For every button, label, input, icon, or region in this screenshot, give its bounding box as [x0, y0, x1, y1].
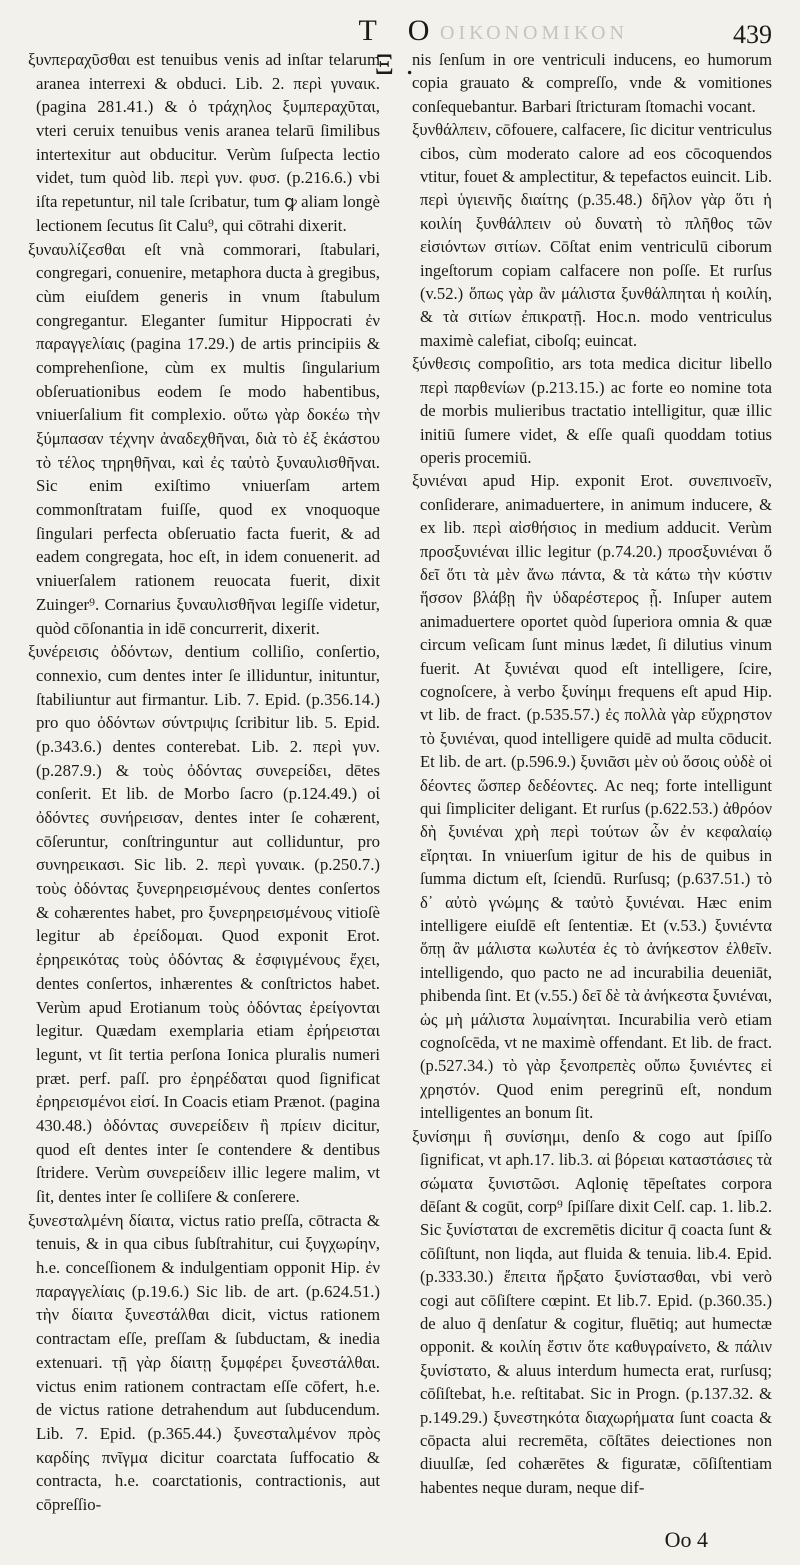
left-column — [28, 48, 380, 1517]
page-footer — [0, 1525, 800, 1565]
entry-xynestalmene-diaita: ξυνεσταλμένη δίαιτα, victus ratio preſſa, cōtracta & tenuis, & in qua cibus ſubſtrahitur, cui ξυγχωρίην, h.e. conceſſionem & indulgentiam opponit Hip. ἐν παραγγελίαις (p.19.6.) Sic lib. de art. (p.624.51.) τὴν δίαιτα ξυνεστάλθαι dicit, victus rationem contractam eſſe, preſſam & ſubductam, & inedia extenuari. τῇ γὰρ δίαιτῃ ξυμφέρει ξυνεστάλθαι. victus enim rationem contractam eſſe cōfert, h.e. de victus ratione detrahendum aut ſubducendum. Lib. 7. Epid. (p.365.44.) ξυνεσταλμένον πρὸς καρδίης πνῖγμα dicitur coarctata ſuffocatio & contracta, h.e. coarctationis, contractionis, aut cōpreſſio- — [28, 1210, 380, 1514]
entry-xynienai: ξυνιέναι apud Hip. exponit Erot. συνεπινοεῖν, conſiderare, animaduertere, in animum inducere, & ex lib. περὶ αἰσθήσιος in medium adducit. Verùm προσξυνιέναι illic legitur (p.74.20.) προσξυνιέναι ὅ δεῖ ὅτι τὰ μὲν ἄνω πάντα, & τὰ κάτω τὴν κύστιν ἥσσον βλάβῃ ἢν ὑδαρέστερος ᾖ. Inſuper autem animaduertere oportet quòd ſuperiora omnia & quæ circum veſicam ſunt minus lædet, ſi dilutius vinum fuerit. At ξυνιέναι quod eſt intelligere, ſcire, cognoſcere, à verbo ξυνίημι frequens eſt apud Hip. vt lib. de fract. (p.535.57.) ἐς πολλὰ γὰρ εὔχρηστον τὸ ξυνιέναι, quod intelligere quidē ad multa cōducit. Et lib. de art. (p.596.9.) ξυνιᾶσι μὲν οὐ ὅσοις οὐδὲ οἱ δέοντες ὥσπερ δεδέοντες. Ac neq; forte intelligunt qui ſimpliciter deligant. Et rurſus (p.622.53.) ἀθρόον δὴ ξυνιέναι χρὴ περὶ τούτων ὧν ἐν κεφαλαίῳ εἴρηται. In vniuerſum igitur de his de quibus in ſumma dictum eſt, ſciendū. Rurſusq; (p.637.51.) τὸ δ᾽ αὐτὸ γνώμης & ταὐτὸ ξυνιέναι. Hæc enim intelligere eiuſdē eſt ſententiæ. Et (v.53.) ξυνιέντα ὅπῃ ἂν μάλιστα κωλυτέα ἐς τὸ ἀνήκεστον ἐλθεῖν. intelligendo, quo pacto ne ad incurabilia deueniāt, phibenda ſint. Et (v.55.) δεῖ δὲ τὰ ἀνήκεστα ξυνιέναι, ὡς μὴ μάλιστα λυμαίνηται. Incurabilia verò etiam cognoſcēda, vt ne maximè offendant. Et lib. de fract. (p.527.34.) τὸ γὰρ ξενοπρεπὲς οὔπω ξυνιέντες εἰ χρηστόν. Quod enim peregrinū eſt, nondum intelligentes an bonum ſit. — [412, 471, 772, 1123]
entry-xynthalpein: ξυνθάλπειν, cōfouere, calfacere, ſic dicitur ventriculus cibos, cùm moderato calore ad eos cōcoquendos vtitur, fouet & amplectitur, & tepefactos euincit. Lib. περὶ ὑγιεινῆς διαίτης (p.35.48.) δῆλον γὰρ ὅτι ἡ κοιλίη ξυνθάλπειν οὐ δυνατὴ τὸ πλῆθος τῶν εἰσιόντων σιτίων. Cōſtat enim ventriculū ciborum ingeſtorum copiam calfacere non poſſe. Et rurſus (v.52.) ὅπως γὰρ ἂν μάλιστα ξυνθάλπηται ἡ κοιλίη, & τὰ σιτίων ἐπικρατῇ. Hoc.n. modo ventriculus maximè calefiat, ciboſq; euincat. — [412, 120, 772, 350]
entry-xynereisis: ξυνέρεισις ὀδόντων, dentium colliſio, conſertio, connexio, cum dentes inter ſe illiduntur, inituntur, ſtabiliuntur aut firmantur. Lib. 7. Epid. (p.356.14.) pro quo ὀδόντων σύντριψις ſcribitur lib. 5. Epid. (p.343.6.) dentes conterebat. Lib. 2. περὶ γυν. (p.287.9.) & τοὺς ὀδόντας συνερείδει, dētes conſerit. Et lib. de Morbo ſacro (p.124.49.) οἱ ὀδόντες συνήρεισαν, dentes inter ſe cohærent, cōſeruntur, conſtringuntur aut colliduntur, pro συνηρεικασι. Sic lib. 2. περὶ γυναικ. (p.250.7.) τοὺς ὀδόντας ξυνερηρεισμένους dentes conſertos & cohærentes habet, pro ξυνερηρεισμένους vitioſè legitur ab ἐρείδομαι. Quod exponit Erot. ἐρηρεικότας τοὺς ὀδόντας & ἐσφιγμένους ἔχει, dentes conſertos, inhærentes & conſtrictos habet. Verùm apud Erotianum τοὺς ὀδόντας ἐρείγονται legitur. Quædam exemplaria etiam ἐρήρεισται legunt, vt ſit tertia perſona Ionica pluralis numeri præt. perf. paſſ. pro ἐρηρέδαται quod ſignificat ἐρηρεισμένοι εἰσί. In Coacis etiam Prænot. (pagina 430.48.) ὀδόντας συνερείδειν ἢ πρίειν dicitur, quod eſt dentes inter ſe contendere & dentibus ſtridere. Verùm συνερείδειν illic legere malim, vt ſit, dentes inter ſe colliſere & conſerere. — [28, 642, 380, 1206]
signature-mark: Oo 4 — [664, 1527, 708, 1552]
entry-xynaulisthai: ξυναυλίζεσθαι eſt vnà commorari, ſtabulari, congregari, conuenire, metaphora ducta à gregibus, cùm eiuſdem generis in vnum ſtabulum congregantur. Eleganter ſumitur Hippocrati ἐν παραγγελίαις (pagina 17.29.) de artis principiis & comprehenſione, cùm ex multis ſingularium obſeruationibus eodem ſe modo habentibus, vniuerſalium fit complexio. οὕτω γὰρ δοκέω τὴν ξύμπασαν τέχνην ἀναδεχθῆναι, διὰ τὸ ἐξ ἑκάστου τὸ τέλος τηρηθῆναι, καὶ ἐς ταὐτὸ ξυναυλισθῆναι. Sic enim exiſtimo vniuerſam artem commonſtratam fuiſſe, quod ex vnoquoque ſingulari perfecta obſeruatio facta fuerit, & ad eadem congregata, hoc eſt, in idem conuenerit. ad vniuerſalem rationem reuocata fuerit, dixit Zuinger⁹. Cornarius ξυναυλισθῆναι legiſſe videtur, quòd cōſonantia in idē concurrerit, dixerit. — [28, 239, 380, 638]
entry-continuation: nis ſenſum in ore ventriculi inducens, eo humorum copia grauato & compreſſo, vnde & vomitiones conſequebantur. Barbari ſtricturam ſtomachi vocant. — [412, 50, 772, 116]
entry-xynisemi: ξυνίσημι ἢ συνίσημι, denſo & cogo aut ſpiſſo ſignificat, vt aph.17. lib.3. αἱ βόρειαι καταστάσιες τὰ σώματα ξυνιστῶσι. Aqlonię tēpeſtates corpora dēſant & cogūt, corp⁹ ſpiſſare dixit Celſ. cap. 1. lib.2. Sic ξυνίσταται de excremētis dicitur q̄ coacta ſunt & cōſiſtunt, non liqda, aut fluida & tenuia. lib.4. Epid. (p.333.30.) ἔπειτα ἤρξατο ξυνίστασθαι, vbi verò cogi aut cōſiſtere cœpint. Et lib.7. Epid. (p.360.35.) de aluo q̄ denſatur & cogitur, fluētiq; aut humectæ opponit. & κοιλίη ἔστιν ὅτε καθυγραίνετο, & πάλιν ξυνίστατο, & aluus interdum humecta erat, rurſusq; cōſiſtebat, h.e. reſtitabat. Sic in Progn. (p.137.32. & p.149.29.) ξυνεστηκότα διαχωρήματα ſunt coacta & cōpacta alui recremēta, cōſtātes deiectiones non diuulſæ, ſed cohærētes & figuratæ, cōſiſtentiam habentes neque duram, neque dif- — [412, 1126, 772, 1497]
right-column — [412, 48, 772, 1499]
entry-xynthesis: ξύνθεσις compoſitio, ars tota medica dicitur libello περὶ παρθενίων (p.213.15.) ac forte eo nomine tota de morbis mulieribus tractatio intelligitur, quæ illic initiū ſumere videt, & eſſe quaſi quoddam totius operis procemiū. — [412, 354, 772, 467]
bleed-through-text: ΟΙΚΟΝΟΜΙΚΟΝ — [440, 22, 628, 44]
entry-xynperachysthai: ξυνπεραχῦσθαι est tenuibus venis ad inſtar telarum aranea interrexi & obduci. Lib. 2. περὶ γυναικ. (pagina 281.41.) & ὁ τράχηλος ξυμπεραχῦται, vteri ceruix tenuibus venis aranea telarū ſimilibus intertexitur aut obducitur. Verùm ſuſpecta lectio videt, tum quòd lib. περὶ γυν. φυσ. (p.216.6.) vbi iſta repetuntur, nil tale ſcribatur, tum ꝙ aliam longè lectionem ſecutus ſit Calu⁹, qui cōtrahi dixerit. — [28, 50, 380, 235]
page-number: 439 — [733, 20, 772, 49]
running-head: T O Ξ. — [358, 14, 442, 81]
